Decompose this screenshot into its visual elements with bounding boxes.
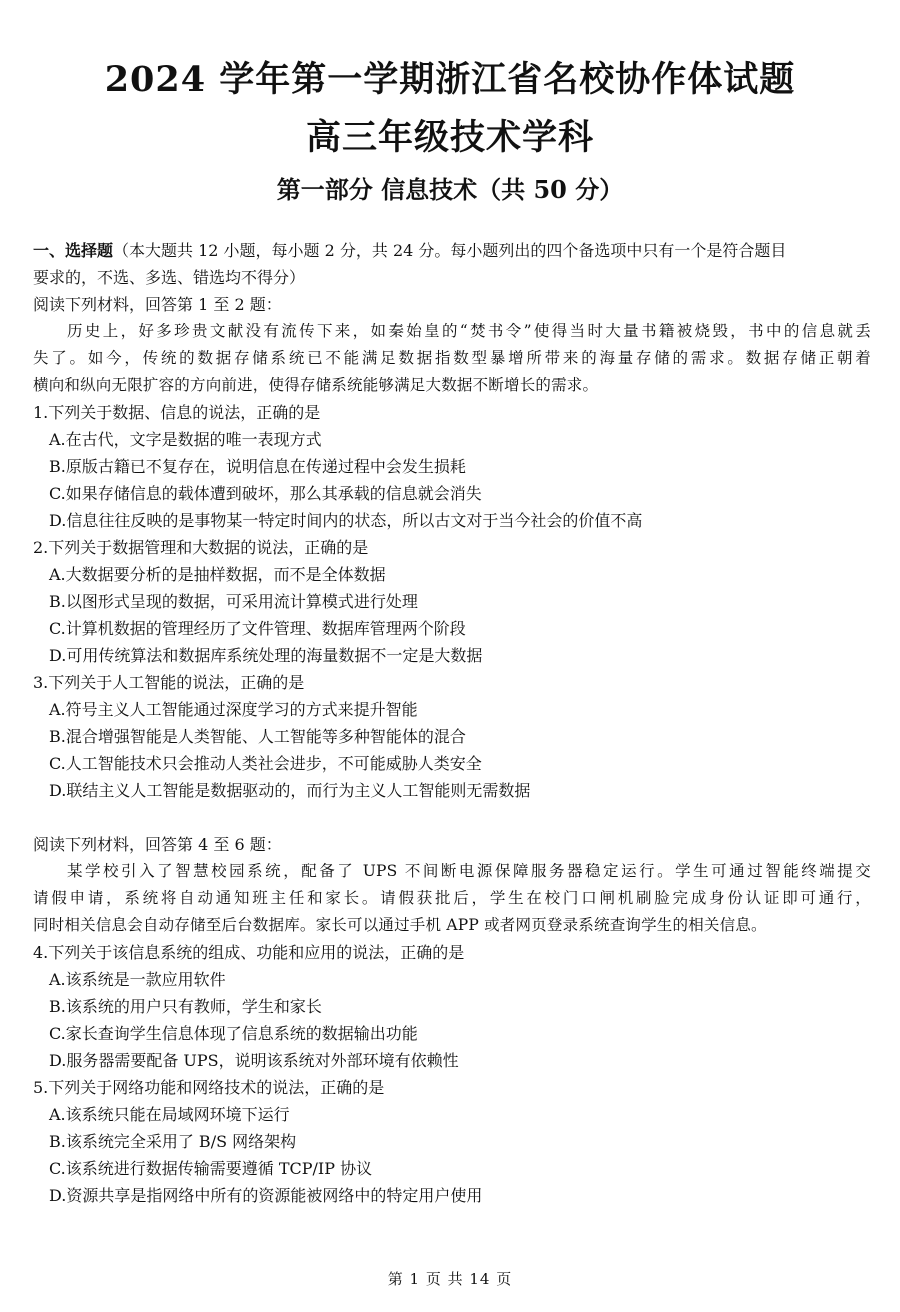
- material-prompt: 阅读下列材料，回答第 1 至 2 题：: [33, 295, 282, 314]
- question-stem: 2.下列关于数据管理和大数据的说法，正确的是: [33, 538, 369, 557]
- question-stem: 1.下列关于数据、信息的说法，正确的是: [33, 403, 321, 422]
- question-stem: 3.下列关于人工智能的说法，正确的是: [33, 673, 305, 692]
- question-option: A.该系统是一款应用软件: [49, 970, 226, 989]
- material-paragraph-line: 横向和纵向无限扩容的方向前进，使得存储系统能够满足大数据不断增长的需求。: [33, 376, 599, 394]
- question-option: D.联结主义人工智能是数据驱动的，而行为主义人工智能则无需数据: [49, 781, 531, 800]
- question-option: B.该系统的用户只有教师，学生和家长: [49, 997, 322, 1016]
- question-stem: 4.下列关于该信息系统的组成、功能和应用的说法，正确的是: [33, 943, 465, 962]
- question-option: A.该系统只能在局域网环境下运行: [49, 1105, 290, 1124]
- exam-content: [33, 237, 871, 1209]
- material-paragraph-line: 某学校引入了智慧校园系统，配备了 UPS 不间断电源保障服务器稳定运行。学生可通过智能终端提交: [67, 862, 871, 880]
- question-option: B.该系统完全采用了 B/S 网络架构: [49, 1132, 297, 1151]
- material-paragraph-line: 失了。如今，传统的数据存储系统已不能满足数据指数型暴增所带来的海量存储的需求。数据存储正朝着: [33, 349, 871, 367]
- page-number: 第 1 页 共 14 页: [387, 1270, 513, 1288]
- question-option: B.原版古籍已不复存在，说明信息在传递过程中会发生损耗: [49, 457, 466, 476]
- question-option: C.人工智能技术只会推动人类社会进步，不可能威胁人类安全: [49, 754, 482, 773]
- question-option: A.在古代，文字是数据的唯一表现方式: [49, 430, 322, 449]
- exam-subtitle: 高三年级技术学科: [305, 117, 594, 158]
- question-option: C.计算机数据的管理经历了文件管理、数据库管理两个阶段: [49, 619, 466, 638]
- material-paragraph-line: 同时相关信息会自动存储至后台数据库。家长可以通过手机 APP 或者网页登录系统查询学生的相关信息。: [33, 916, 767, 934]
- question-option: A.大数据要分析的是抽样数据，而不是全体数据: [49, 565, 386, 584]
- part-heading: 第一部分 信息技术（共 50 分）: [276, 175, 624, 204]
- material-paragraph-line: 历史上，好多珍贵文献没有流传下来，如秦始皇的“焚书令”使得当时大量书籍被烧毁，书中的信息就丢: [67, 322, 871, 340]
- question-option: D.信息往往反映的是事物某一特定时间内的状态，所以古文对于当今社会的价值不高: [49, 511, 643, 530]
- section-intro-text: （本大题共 12 小题，每小题 2 分，共 24 分。每小题列出的四个备选项中只有一个是符合题目: [113, 241, 787, 260]
- material-prompt: 阅读下列材料，回答第 4 至 6 题：: [33, 835, 282, 854]
- material-paragraph-line: 请假申请，系统将自动通知班主任和家长。请假获批后，学生在校门口闸机刷脸完成身份认证即可通行，: [33, 889, 871, 907]
- exam-title: 2024 学年第一学期浙江省名校协作体试题: [104, 59, 796, 100]
- section-heading: 一、选择题: [33, 241, 114, 260]
- question-option: D.可用传统算法和数据库系统处理的海量数据不一定是大数据: [49, 646, 483, 665]
- section-intro-cont: 要求的，不选、多选、错选均不得分）: [33, 268, 306, 287]
- question-option: C.该系统进行数据传输需要遵循 TCP/IP 协议: [49, 1159, 373, 1178]
- question-option: D.资源共享是指网络中所有的资源能被网络中的特定用户使用: [49, 1186, 483, 1205]
- question-option: A.符号主义人工智能通过深度学习的方式来提升智能: [49, 700, 418, 719]
- question-option: B.混合增强智能是人类智能、人工智能等多种智能体的混合: [49, 727, 466, 746]
- spacer: [33, 804, 871, 831]
- question-option: C.如果存储信息的载体遭到破坏，那么其承载的信息就会消失: [49, 484, 482, 503]
- question-option: D.服务器需要配备 UPS，说明该系统对外部环境有依赖性: [49, 1051, 459, 1070]
- question-option: C.家长查询学生信息体现了信息系统的数据输出功能: [49, 1024, 418, 1043]
- question-stem: 5.下列关于网络功能和网络技术的说法，正确的是: [33, 1078, 385, 1097]
- section-intro: [33, 237, 871, 264]
- question-option: B.以图形式呈现的数据，可采用流计算模式进行处理: [49, 592, 418, 611]
